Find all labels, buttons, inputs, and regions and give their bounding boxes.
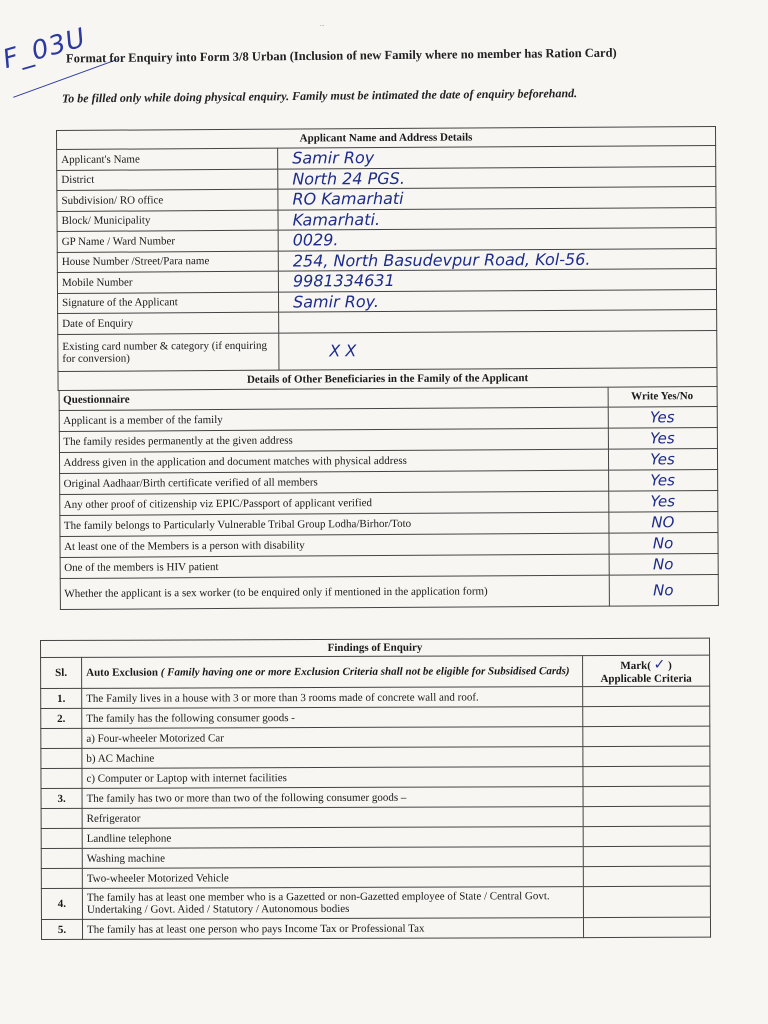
criteria-mark-cell: [583, 806, 710, 826]
criteria-text: Landline telephone: [82, 827, 583, 849]
sl-number: 1.: [41, 688, 82, 708]
field-label: House Number /Street/Para name: [57, 251, 278, 273]
beneficiaries-section-title: Details of Other Beneficiaries in the Family of the Applicant: [58, 367, 717, 390]
exclusion-header-prefix: Auto Exclusion: [86, 666, 158, 679]
answer-value: Yes: [608, 490, 717, 512]
form-instruction: To be filled only while doing physical enquiry. Family must be intimated the date of enquiry beforehand.: [61, 86, 578, 106]
questionnaire-header: Questionnaire: [59, 387, 608, 410]
criteria-mark-cell: [583, 726, 710, 746]
answer-header: Write Yes/No: [608, 386, 717, 406]
block-value: Kamarhati.: [278, 207, 716, 230]
address-value: 254, North Basudevpur Road, Kol-56.: [278, 248, 716, 271]
question-item: Original Aadhaar/Birth certificate verified of all members: [59, 470, 608, 494]
findings-title: Findings of Enquiry: [41, 638, 710, 657]
top-scan-text: ...: [320, 22, 325, 28]
mobile-number-value: 9981334631: [278, 268, 716, 291]
mark-header-prefix: Mark(: [620, 659, 651, 672]
answer-value: No: [608, 532, 717, 554]
exclusion-header: [82, 656, 583, 689]
mark-header-sub: Applicable Criteria: [600, 672, 692, 686]
field-label: Mobile Number: [57, 271, 278, 293]
question-item: Any other proof of citizenship viz EPIC/Passport of applicant verified: [59, 491, 608, 515]
field-label: Block/ Municipality: [57, 210, 278, 232]
criteria-mark-cell: [583, 866, 710, 886]
sl-number: [41, 768, 82, 788]
criteria-text: The family has two or more than two of the following consumer goods –: [82, 787, 583, 809]
handwritten-form-code: F_03U: [0, 22, 90, 76]
date-of-enquiry-value: [279, 309, 717, 332]
criteria-text: The family has at least one member who is a Gazetted or non-Gazetted employee of State / Central Govt. Undertaking / Govt. Aided / Statutory / Autonomous bodies: [82, 887, 583, 920]
criteria-text: Two-wheeler Motorized Vehicle: [82, 867, 583, 889]
field-label: District: [57, 169, 278, 191]
mark-header: [583, 655, 710, 686]
findings-table: [40, 638, 711, 940]
answer-value: Yes: [608, 406, 717, 428]
answer-value: Yes: [608, 448, 717, 470]
applicant-signature: Samir Roy.: [278, 289, 716, 312]
criteria-mark-cell: [583, 846, 710, 866]
sl-number: 3.: [41, 788, 82, 808]
answer-value: No: [609, 574, 718, 606]
field-label: GP Name / Ward Number: [57, 230, 278, 252]
sl-number: [41, 748, 82, 768]
questionnaire-table: [58, 386, 718, 609]
sl-number: [41, 848, 82, 868]
form-header-title: Format for Enquiry into Form 3/8 Urban (Inclusion of new Family where no member has Ration Card): [65, 45, 617, 66]
field-label: Signature of the Applicant: [57, 292, 278, 314]
sl-number: 5.: [41, 919, 82, 939]
field-label: Date of Enquiry: [58, 312, 279, 334]
answer-value: Yes: [608, 469, 717, 491]
criteria-mark-cell: [583, 766, 710, 786]
criteria-mark-cell: [583, 686, 710, 706]
field-label: Subdivision/ RO office: [57, 189, 278, 211]
sl-number: [41, 828, 82, 848]
question-item: Applicant is a member of the family: [59, 407, 608, 431]
answer-value: Yes: [608, 427, 717, 449]
sl-header: Sl.: [41, 657, 82, 688]
applicant-table: [56, 126, 719, 610]
answer-value: No: [609, 553, 718, 575]
applicant-section-title: Applicant Name and Address Details: [57, 126, 716, 149]
question-item: The family resides permanently at the given address: [59, 428, 608, 452]
criteria-text: Refrigerator: [82, 807, 583, 829]
criteria-mark-cell: [583, 826, 710, 846]
question-item: At least one of the Members is a person with disability: [59, 533, 608, 557]
criteria-mark-cell: [583, 886, 710, 917]
criteria-text: The family has the following consumer goods -: [82, 707, 583, 729]
existing-card-label: Existing card number & category (if enquiring for conversion): [58, 333, 279, 371]
sl-number: [41, 868, 82, 888]
criteria-text: b) AC Machine: [82, 747, 583, 769]
criteria-mark-cell: [583, 917, 710, 937]
mark-header-suffix: ): [668, 659, 672, 672]
question-item: One of the members is HIV patient: [60, 554, 609, 578]
criteria-text: The family has at least one person who pays Income Tax or Professional Tax: [82, 918, 583, 940]
ward-number-value: 0029.: [278, 227, 716, 250]
criteria-text: a) Four-wheeler Motorized Car: [82, 727, 583, 749]
existing-card-value: X X: [279, 330, 717, 370]
question-item: Address given in the application and document matches with physical address: [59, 449, 608, 473]
district-value: North 24 PGS.: [278, 166, 716, 189]
sl-number: 2.: [41, 708, 82, 728]
applicant-name-value: Samir Roy: [278, 145, 716, 168]
criteria-text: c) Computer or Laptop with internet facilities: [82, 767, 583, 789]
field-label: Applicant's Name: [57, 148, 278, 170]
criteria-text: The Family lives in a house with 3 or more than 3 rooms made of concrete wall and roof.: [82, 687, 583, 709]
answer-value: NO: [608, 511, 717, 533]
tick-icon: ✓: [653, 656, 666, 673]
criteria-mark-cell: [583, 786, 710, 806]
question-item: The family belongs to Particularly Vulnerable Tribal Group Lodha/Birhor/Toto: [59, 512, 608, 536]
subdivision-value: RO Kamarhati: [278, 186, 716, 209]
sl-number: [41, 808, 82, 828]
sl-number: [41, 728, 82, 748]
sl-number: 4.: [41, 888, 82, 919]
exclusion-header-note: ( Family having one or more Exclusion Criteria shall not be eligible for Subsidised Cards): [160, 665, 570, 679]
question-item: Whether the applicant is a sex worker (to be enquired only if mentioned in the application form): [60, 575, 609, 609]
criteria-text: Washing machine: [82, 847, 583, 869]
criteria-mark-cell: [583, 706, 710, 726]
criteria-mark-cell: [583, 746, 710, 766]
